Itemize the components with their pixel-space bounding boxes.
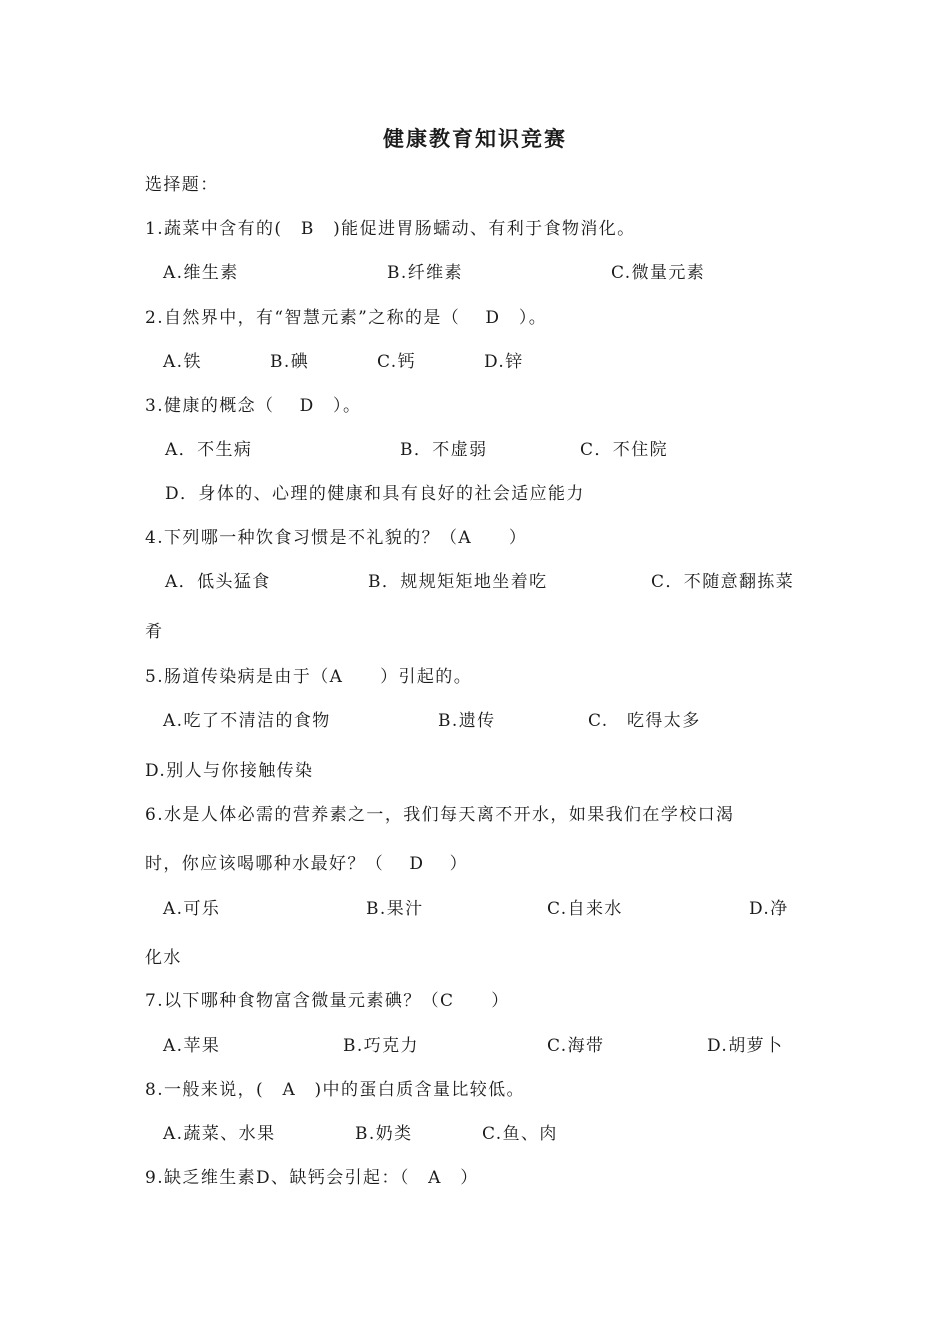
question-5-option-d: D.别人与你接触传染 [145, 761, 314, 781]
question-1-option-a: A.维生素 [163, 263, 239, 283]
question-7-option-a: A.苹果 [163, 1036, 221, 1056]
question-6-option-b: B.果汁 [366, 899, 424, 919]
question-2-option-d: D.锌 [484, 352, 524, 372]
question-6-option-a: A.可乐 [163, 899, 221, 919]
question-8-stem: 8.一般来说，( A )中的蛋白质含量比较低。 [145, 1080, 525, 1100]
question-3-stem: 3.健康的概念（ D ）。 [145, 396, 362, 416]
question-4-stem: 4.下列哪一种饮食习惯是不礼貌的？（A ） [145, 528, 528, 548]
question-5-option-a: A.吃了不清洁的食物 [163, 711, 331, 731]
section-heading: 选择题： [145, 175, 219, 195]
question-2-option-b: B.碘 [270, 352, 310, 372]
question-1-stem: 1.蔬菜中含有的( B )能促进胃肠蠕动、有利于食物消化。 [145, 219, 636, 239]
question-4-option-c-wrap: 肴 [145, 622, 164, 642]
question-3-option-b: B．不虚弱 [400, 440, 488, 460]
question-8-option-b: B.奶类 [355, 1124, 413, 1144]
question-1-option-b: B.纤维素 [387, 263, 463, 283]
question-8-option-a: A.蔬菜、水果 [163, 1124, 276, 1144]
question-5-option-b: B.遗传 [438, 711, 496, 731]
question-7-option-b: B.巧克力 [343, 1036, 419, 1056]
question-8-option-c: C.鱼、肉 [482, 1124, 558, 1144]
question-2-stem: 2.自然界中，有“智慧元素”之称的是（ D ）。 [145, 308, 548, 328]
question-6-stem-line-2: 时，你应该喝哪种水最好？（ D ） [145, 854, 469, 874]
question-7-option-d: D.胡萝卜 [707, 1036, 784, 1056]
question-9-stem: 9.缺乏维生素D、缺钙会引起：（ A ） [145, 1168, 479, 1188]
question-5-stem: 5.肠道传染病是由于（A ）引起的。 [145, 667, 473, 687]
question-4-option-b: B．规规矩矩地坐着吃 [368, 572, 548, 592]
question-6-option-c: C.自来水 [547, 899, 623, 919]
question-3-option-a: A．不生病 [165, 440, 253, 460]
question-3-option-d: D．身体的、心理的健康和具有良好的社会适应能力 [165, 484, 585, 504]
question-7-option-c: C.海带 [547, 1036, 605, 1056]
question-3-option-c: C．不住院 [580, 440, 669, 460]
question-6-stem-line-1: 6.水是人体必需的营养素之一，我们每天离不开水，如果我们在学校口渴 [145, 805, 735, 825]
question-2-option-a: A.铁 [163, 352, 202, 372]
document-title: 健康教育知识竞赛 [383, 127, 567, 151]
question-6-option-d: D.净 [749, 899, 789, 919]
question-4-option-c: C．不随意翻拣菜 [651, 572, 795, 592]
question-7-stem: 7.以下哪种食物富含微量元素碘？（C ） [145, 991, 510, 1011]
question-4-option-a: A．低头猛食 [165, 572, 271, 592]
question-6-option-d-wrap: 化水 [145, 948, 182, 968]
question-2-option-c: C.钙 [377, 352, 417, 372]
question-1-option-c: C.微量元素 [611, 263, 706, 283]
question-5-option-c: C. 吃得太多 [588, 711, 701, 731]
